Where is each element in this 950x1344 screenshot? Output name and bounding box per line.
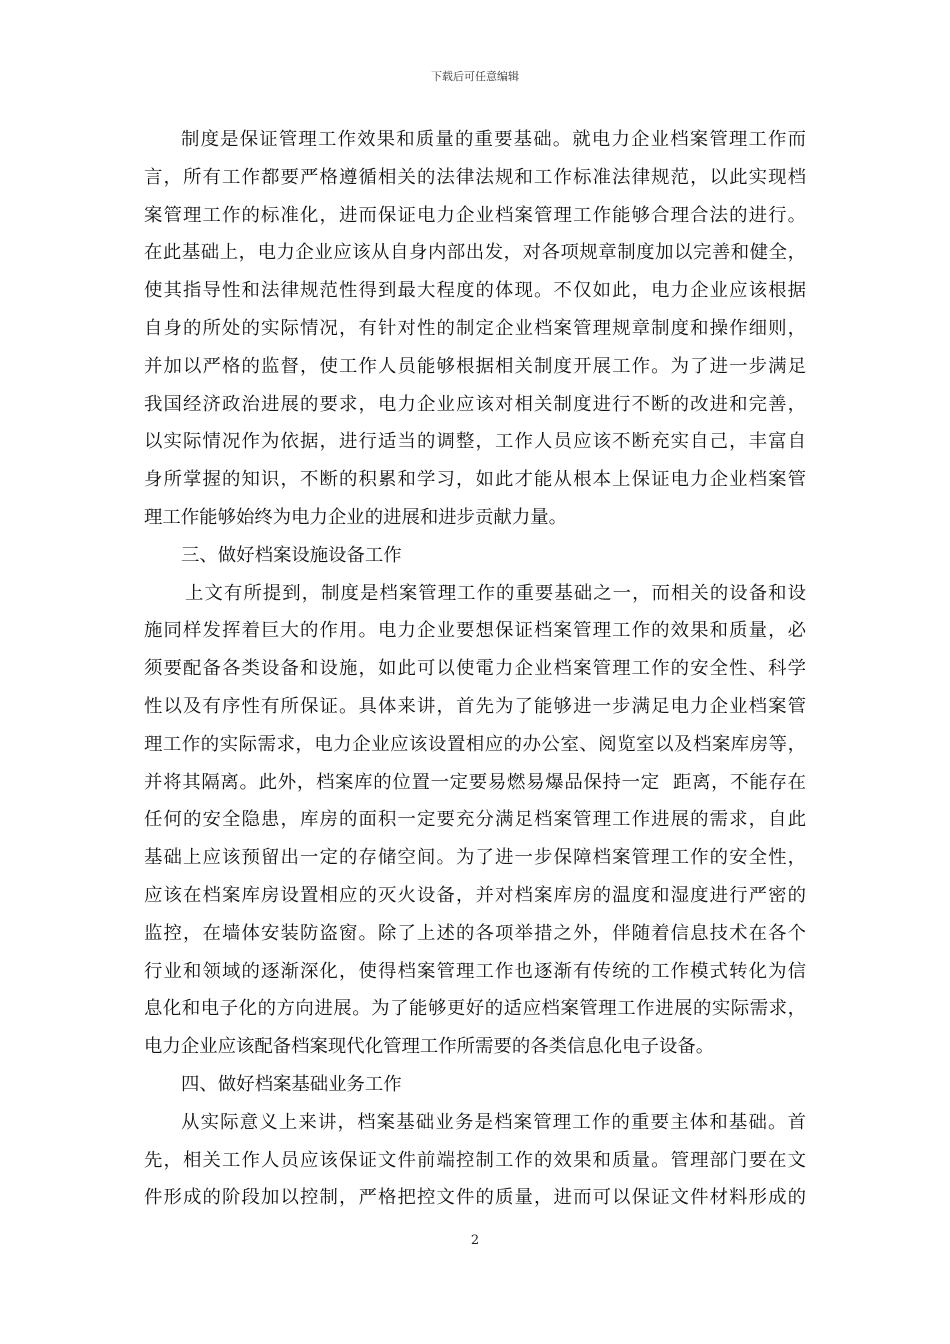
paragraph-line: 从实际意义上来讲，档案基础业务是档案管理工作的重要主体和基础。首: [181, 1111, 806, 1133]
paragraph-line: 并将其隔离。此外，档案库的位置一定要易燃易爆品保持一定 距离，不能存在: [144, 771, 806, 793]
paragraph-line: 施同样发挥着巨大的作用。电力企业要想保证档案管理工作的效果和质量，必: [144, 620, 806, 642]
paragraph-line: 理工作的实际需求，电力企业应该设置相应的办公室、阅览室以及档案库房等，: [144, 733, 806, 755]
paragraph-line: 制度是保证管理工作效果和质量的重要基础。就电力企业档案管理工作而: [181, 129, 806, 150]
paragraph-line: 理工作能够始终为电力企业的进展和进步贡献力量。: [144, 506, 567, 528]
paragraph-line: 电力企业应该配备档案现代化管理工作所需要的各类信息化电子设备。: [144, 1036, 715, 1058]
paragraph-line: 息化和电子化的方向进展。为了能够更好的适应档案管理工作进展的实际需求，: [144, 998, 806, 1020]
paragraph-line: 监控，在墙体安装防盗窗。除了上述的各项举措之外，伴随着信息技术在各个: [144, 922, 806, 944]
paragraph-line: 身所掌握的知识，不断的积累和学习，如此才能从根本上保证电力企业档案管: [144, 469, 806, 491]
section-heading: 三、做好档案设施设备工作: [181, 544, 402, 566]
paragraph-line: 以实际情况作为依据，进行适当的调整，工作人员应该不断充实自己，丰富自: [144, 431, 806, 453]
paragraph-line: 件形成的阶段加以控制，严格把控文件的质量，进而可以保证文件材料形成的: [144, 1187, 806, 1209]
paragraph-line: 基础上应该预留出一定的存储空间。为了进一步保障档案管理工作的安全性，: [144, 847, 806, 869]
page-header: 下载后可任意编辑: [431, 70, 519, 83]
paragraph-line: 行业和领域的逐渐深化，使得档案管理工作也逐渐有传统的工作模式转化为信: [144, 960, 806, 982]
document-body: [144, 121, 806, 1217]
paragraph-line: 应该在档案库房设置相应的灭火设备，并对档案库房的温度和湿度进行严密的: [144, 884, 806, 906]
paragraph-line: 并加以严格的监督，使工作人员能够根据相关制度开展工作。为了进一步满足: [144, 355, 806, 377]
paragraph-line: 使其指导性和法律规范性得到最大程度的体现。不仅如此，电力企业应该根据: [144, 280, 806, 302]
paragraph-line: 上文有所提到，制度是档案管理工作的重要基础之一，而相关的设备和设: [185, 582, 806, 604]
paragraph-line: 在此基础上，电力企业应该从自身内部出发，对各项规章制度加以完善和健全，: [144, 242, 806, 264]
paragraph-line: 任何的安全隐患，库房的面积一定要充分满足档案管理工作进展的需求，自此: [144, 809, 806, 831]
paragraph-line: 自身的所处的实际情况，有针对性的制定企业档案管理规章制度和操作细则，: [144, 317, 806, 339]
paragraph-line: 先，相关工作人员应该保证文件前端控制工作的效果和质量。管理部门要在文: [144, 1149, 806, 1171]
paragraph-line: 言，所有工作都要严格遵循相关的法律法规和工作标准法律规范，以此实现档: [144, 166, 806, 188]
paragraph-line: 性以及有序性有所保证。具体来讲，首先为了能够进一步满足电力企业档案管: [144, 695, 806, 717]
page-number: 2: [470, 1233, 480, 1248]
paragraph-line: 须要配备各类设备和设施，如此可以使電力企业档案管理工作的安全性、科学: [144, 658, 806, 680]
paragraph-line: 我国经济政治进展的要求，电力企业应该对相关制度进行不断的改进和完善，: [144, 393, 806, 415]
paragraph-line: 案管理工作的标准化，进而保证电力企业档案管理工作能够合理合法的进行。: [144, 204, 806, 226]
section-heading: 四、做好档案基础业务工作: [181, 1073, 402, 1095]
